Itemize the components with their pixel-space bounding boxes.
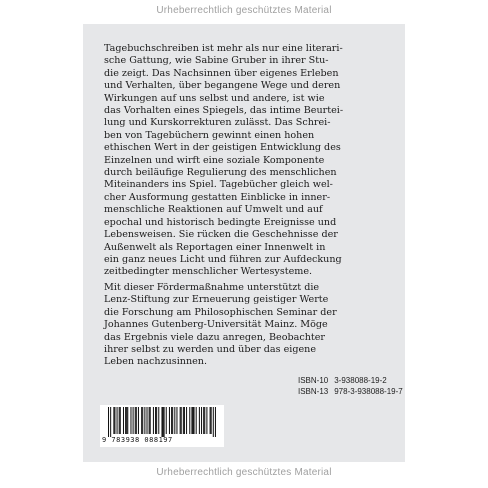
barcode-bar <box>127 407 128 434</box>
barcode-bar <box>150 407 151 434</box>
barcode-bar <box>108 407 109 437</box>
barcode-bar <box>211 407 212 434</box>
barcode-bar <box>114 407 115 434</box>
barcode-bar <box>125 407 126 434</box>
text-line: das Vorhalten eines Spiegels, das intime Beurtei- <box>104 105 344 117</box>
isbn-label: ISBN-13 <box>298 386 329 396</box>
isbn-10-row <box>298 376 403 387</box>
isbn-value: 978-3-938088-19-7 <box>334 386 403 396</box>
barcode-bar <box>210 407 211 434</box>
text-line: das Ergebnis viele dazu anregen, Beobachter <box>104 331 326 343</box>
barcode-bar <box>201 407 202 434</box>
watermark-top: Urheberrechtlich geschütztes Material <box>156 5 332 16</box>
barcode-bar <box>203 407 204 434</box>
text-line: sche Gattung, wie Sabine Gruber in ihrer Stu- <box>104 55 329 67</box>
barcode-bar <box>136 407 137 434</box>
text-line: durch beiläufige Regulierung des menschlichen <box>104 167 337 179</box>
barcode-bar <box>166 407 167 434</box>
isbn-label: ISBN-10 <box>298 376 329 385</box>
text-line: zeitbedingter menschlicher Wertesysteme. <box>104 266 313 278</box>
text-line: Miteinanders ins Spiel. Tagebücher gleich wel- <box>104 179 333 191</box>
text-line: menschliche Reaktionen auf Umwelt und auf <box>104 204 323 216</box>
text-line: die zeigt. Das Nachsinnen über eigenes Erleben <box>104 67 339 79</box>
barcode-bar <box>186 407 187 434</box>
barcode-bar <box>138 407 139 434</box>
barcode-bar <box>155 407 156 434</box>
barcode-bar <box>169 407 170 434</box>
barcode-bar <box>206 407 207 434</box>
sponsor-paragraph <box>104 282 384 369</box>
isbn-13-row <box>298 387 403 398</box>
barcode-bar <box>204 407 205 434</box>
text-line: und Verhalten, über begangene Wege und deren <box>104 80 341 92</box>
barcode-bar <box>184 407 185 434</box>
barcode-bar <box>181 407 182 434</box>
barcode <box>100 405 224 447</box>
text-line: ben von Tagebüchern gewinnt einen hohen <box>104 129 315 141</box>
barcode-bar <box>192 407 193 434</box>
barcode-bar <box>144 407 145 434</box>
barcode-bar <box>110 407 111 437</box>
barcode-bar <box>213 407 214 437</box>
text-line: Tagebuchschreiben ist mehr als nur eine literari- <box>104 43 343 54</box>
watermark-bottom: Urheberrechtlich geschütztes Material <box>156 467 332 478</box>
text-line: Leben nachzusinnen. <box>104 356 208 368</box>
barcode-bar <box>119 407 120 434</box>
barcode-bars <box>108 407 216 437</box>
barcode-bar <box>172 407 173 434</box>
barcode-bar <box>120 407 121 434</box>
text-line: Johannes Gutenberg-Universität Mainz. Möge <box>104 319 328 331</box>
barcode-bar <box>194 407 195 434</box>
text-line: Lebensweisen. Sie rücken die Geschehnisse der <box>104 229 338 241</box>
barcode-bar <box>176 407 177 434</box>
barcode-bar <box>196 407 197 434</box>
text-line: ethischen Wert in der geistigen Entwicklung des <box>104 142 341 154</box>
text-line: Außenwelt als Reportagen einer Innenwelt in <box>104 241 326 253</box>
text-line: lung und Kurskorrekturen zulässt. Das Schrei- <box>104 117 331 129</box>
barcode-bar <box>180 407 181 434</box>
barcode-bar <box>183 407 184 434</box>
barcode-bar <box>199 407 200 434</box>
barcode-bar <box>147 407 148 434</box>
isbn-value: 3-938088-19-2 <box>334 376 387 385</box>
barcode-bar <box>191 407 192 434</box>
barcode-bar <box>171 407 172 434</box>
barcode-bar <box>156 407 157 434</box>
description-paragraph <box>104 43 384 279</box>
barcode-bar <box>142 407 143 434</box>
barcode-bar <box>164 407 165 437</box>
barcode-bar <box>161 407 162 437</box>
barcode-bar <box>126 407 127 434</box>
text-line: Mit dieser Fördermaßnahme unterstützt die <box>104 282 320 293</box>
text-line: ihrer selbst zu werden und über das eigene <box>104 344 317 356</box>
barcode-bar <box>153 407 154 434</box>
barcode-bar <box>158 407 159 434</box>
barcode-bar <box>123 407 124 434</box>
barcode-bar <box>135 407 136 434</box>
barcode-bar <box>130 407 131 434</box>
barcode-bar <box>141 407 142 434</box>
barcode-bar <box>163 407 164 437</box>
text-line: epochal und historisch bedingte Ereignisse und <box>104 216 337 228</box>
barcode-bar <box>149 407 150 434</box>
text-line: ein ganz neues Licht und führen zur Aufdeckung <box>104 253 342 265</box>
barcode-bar <box>113 407 114 434</box>
text-line: Lenz-Stiftung zur Erneuerung geistiger Werte <box>104 294 329 306</box>
text-line: cher Ausformung gestatten Einblicke in inner- <box>104 191 331 203</box>
text-line: Einzelnen und wirft eine soziale Komponente <box>104 154 325 166</box>
barcode-bar <box>215 407 216 437</box>
barcode-digits: 9 783938 088197 <box>102 436 173 444</box>
barcode-bar <box>133 407 134 434</box>
isbn-block <box>298 376 403 397</box>
barcode-bar <box>174 407 175 434</box>
text-line: die Forschung am Philosophischen Seminar der <box>104 306 337 318</box>
barcode-bar <box>117 407 118 434</box>
barcode-bar <box>189 407 190 434</box>
text-line: Wirkungen auf uns selbst und andere, ist wie <box>104 92 325 104</box>
